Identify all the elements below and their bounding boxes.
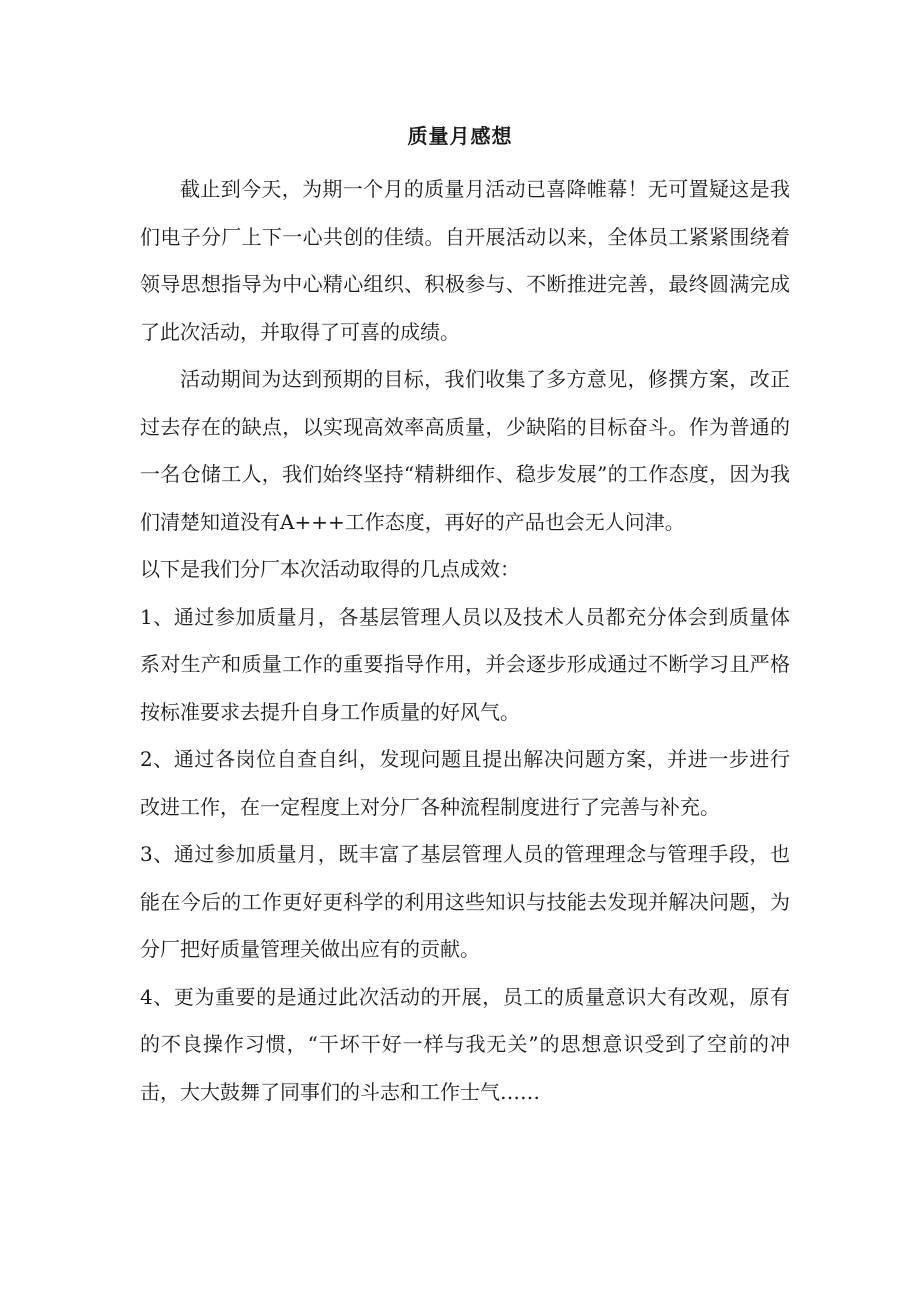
- result-item-4: 4、更为重要的是通过此次活动的开展，员工的质量意识大有改观，原有的不良操作习惯，“干坏干好一样与我无关”的思想意识受到了空前的冲击，大大鼓舞了同事们的斗志和工作士气……: [140, 984, 790, 1104]
- paragraph-1: 截止到今天，为期一个月的质量月活动已喜降帷幕！无可置疑这是我们电子分厂上下一心共创的佳绩。自开展活动以来，全体员工紧紧围绕着领导思想指导为中心精心组织、积极参与、不断推进完善，最终圆满完成了此次活动，并取得了可喜的成绩。: [140, 177, 790, 344]
- result-item-2: 2、通过各岗位自查自纠，发现问题且提出解决问题方案，并进一步进行改进工作，在一定程度上对分厂各种流程制度进行了完善与补充。: [140, 747, 790, 819]
- paragraph-2: 活动期间为达到预期的目标，我们收集了多方意见，修撰方案，改正过去存在的缺点，以实现高效率高质量，少缺陷的目标奋斗。作为普通的一名仓储工人，我们始终坚持“精耕细作、稳步发展”的工作态度，因为我们清楚知道没有A+++工作态度，再好的产品也会无人问津。: [140, 367, 790, 534]
- result-item-3: 3、通过参加质量月，既丰富了基层管理人员的管理理念与管理手段，也能在今后的工作更好更科学的利用这些知识与技能去发现并解决问题，为分厂把好质量管理关做出应有的贡献。: [140, 842, 790, 961]
- result-item-1: 1、通过参加质量月，各基层管理人员以及技术人员都充分体会到质量体系对生产和质量工作的重要指导作用，并会逐步形成通过不断学习且严格按标准要求去提升自身工作质量的好风气。: [140, 604, 790, 724]
- document-title: 质量月感想: [407, 124, 513, 148]
- document-body: [140, 166, 790, 1116]
- results-intro: 以下是我们分厂本次活动取得的几点成效：: [140, 557, 520, 581]
